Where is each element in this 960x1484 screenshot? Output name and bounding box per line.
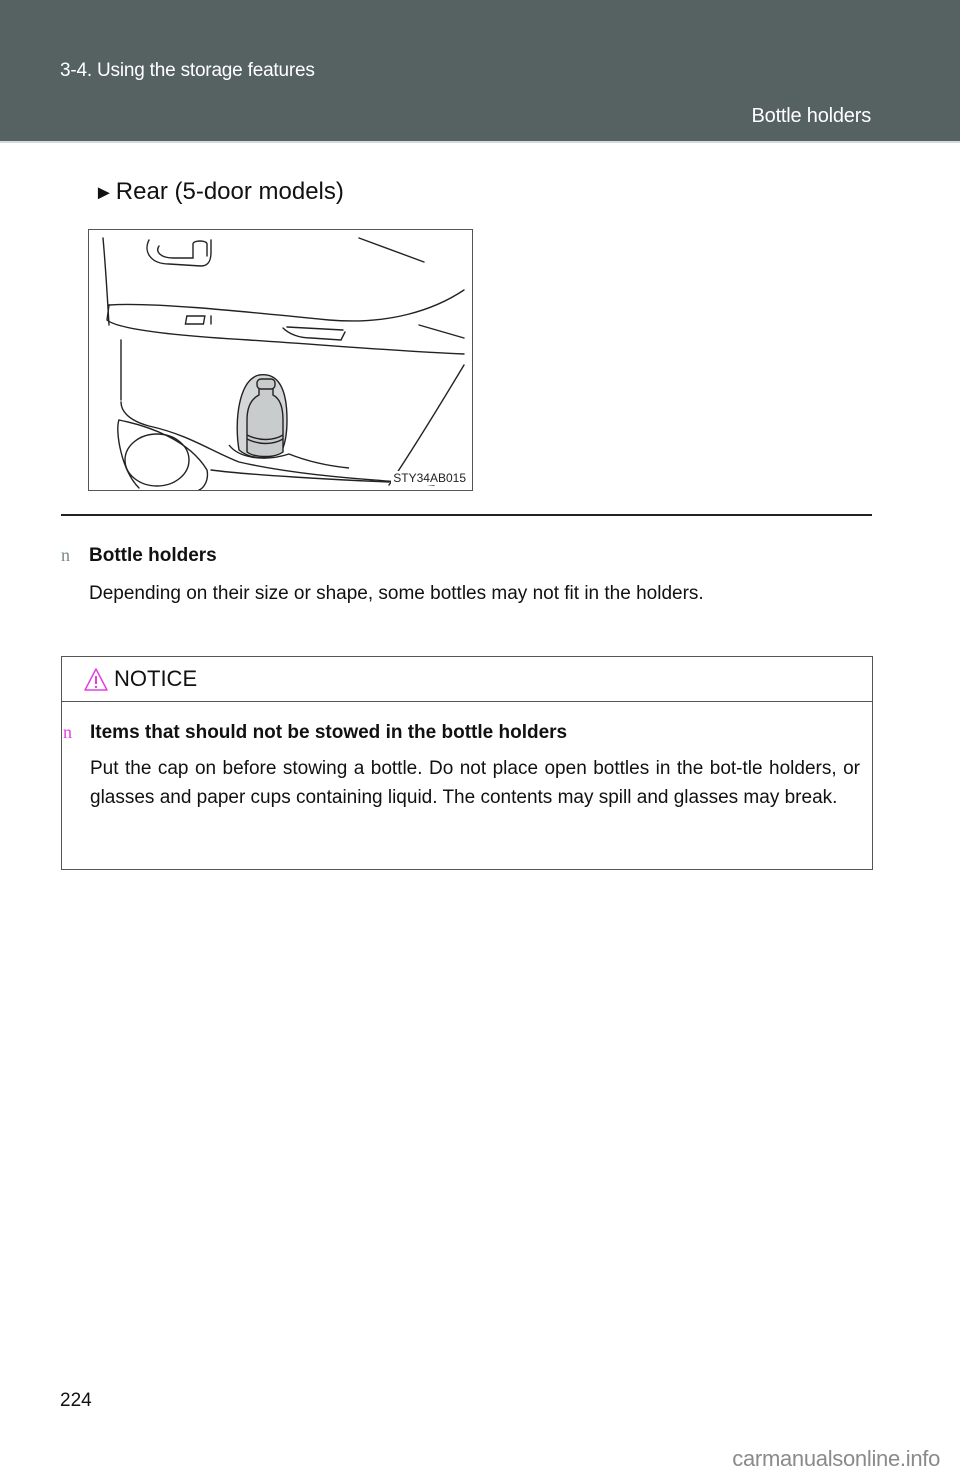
note-title: Bottle holders: [89, 545, 217, 566]
figure-code: STY34AB015: [393, 471, 466, 485]
subheading: [94, 178, 344, 206]
section-title: 3-4. Using the storage features: [60, 60, 315, 81]
page-header: [0, 0, 960, 143]
section-divider: [61, 514, 872, 516]
topic-title: Bottle holders: [751, 105, 871, 127]
pointer-arrow-icon: ►: [94, 182, 114, 204]
note-body: Depending on their size or shape, some bottles may not fit in the holders.: [89, 583, 704, 604]
warning-triangle-icon: [84, 667, 108, 691]
door-panel-drawing: [89, 230, 473, 491]
square-bullet-icon: n: [61, 545, 70, 565]
page-number: 224: [60, 1390, 92, 1411]
subheading-label: Rear (5-door models): [115, 178, 344, 205]
notice-header: [62, 657, 872, 702]
door-bottle-holder-illustration: [88, 229, 473, 491]
notice-text: Put the cap on before stowing a bottle. Do not place open bottles in the bot-tle holders, or glasses and paper cups containing liquid. The contents may spill and glasses may break.: [90, 758, 860, 808]
notice-label: NOTICE: [114, 666, 198, 691]
notice-body: [62, 702, 872, 812]
notice-title: Items that should not be stowed in the bottle holders: [90, 722, 568, 743]
square-bullet-icon: n: [63, 722, 72, 742]
note-block: [61, 545, 872, 608]
watermark: carmanualsonline.info: [732, 1446, 940, 1471]
notice-box: [61, 656, 873, 870]
